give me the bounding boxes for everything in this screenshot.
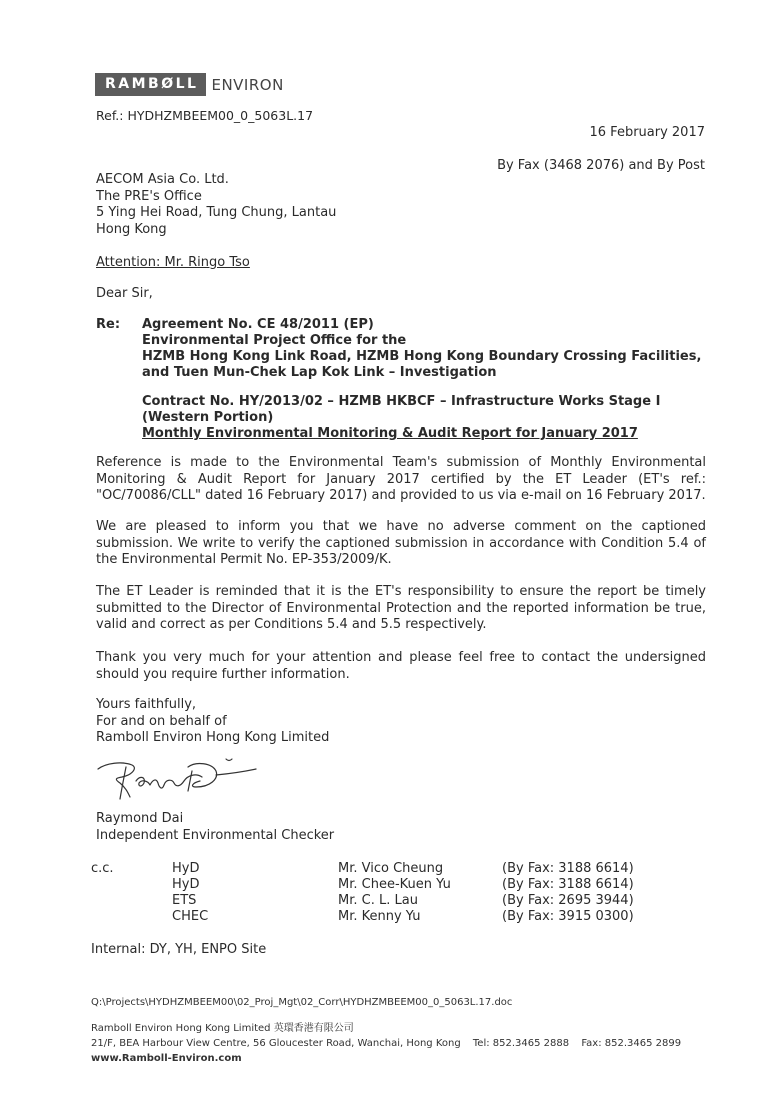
footer-company-line bbox=[91, 1021, 681, 1036]
signatory-name: Raymond Dai bbox=[96, 811, 184, 826]
footer-tel: Tel: 852.3465 2888 bbox=[472, 1038, 570, 1049]
subject-block bbox=[142, 317, 712, 442]
footer-contact-line bbox=[91, 1036, 681, 1051]
attention-line: Attention: Mr. Ringo Tso bbox=[96, 255, 250, 270]
cc-name: Mr. Chee-Kuen Yu bbox=[338, 877, 451, 892]
logo-suffix: ENVIRON bbox=[211, 75, 284, 94]
body-paragraph-1: Reference is made to the Environmental Team's submission of Monthly Environmental Monitoring & Audit Report for January 2017 certified by the ET Leader (ET's ref.: "OC/70086/CLL" dated 16 February 2017) and provided to us via e-mail on 16 February 2017. bbox=[96, 455, 706, 503]
file-path: Q:\Projects\HYDHZMBEEM00\02_Proj_Mgt\02_Corr\HYDHZMBEEM00_0_5063L.17.doc bbox=[91, 997, 513, 1008]
cc-fax: (By Fax: 3188 6614) bbox=[502, 877, 634, 892]
project-name-line-2: and Tuen Mun-Chek Lap Kok Link – Investigation bbox=[142, 365, 497, 380]
report-title: Monthly Environmental Monitoring & Audit Report for January 2017 bbox=[142, 426, 638, 441]
contract-number: Contract No. HY/2013/02 – HZMB HKBCF – Infrastructure Works Stage I bbox=[142, 394, 661, 409]
footer-address: 21/F, BEA Harbour View Centre, 56 Gloucester Road, Wanchai, Hong Kong bbox=[91, 1038, 461, 1049]
project-name-text: HZMB Hong Kong Link Road, HZMB Hong Kong Boundary Crossing Facilities, bbox=[142, 349, 702, 364]
contract-portion: (Western Portion) bbox=[142, 410, 274, 425]
closing-line: Ramboll Environ Hong Kong Limited bbox=[96, 730, 330, 745]
reference-number: Ref.: HYDHZMBEEM00_0_5063L.17 bbox=[96, 108, 314, 123]
letter-footer bbox=[91, 1021, 681, 1066]
footer-company: Ramboll Environ Hong Kong Limited bbox=[91, 1023, 271, 1034]
body-paragraph-4: Thank you very much for your attention and please feel free to contact the undersigned should you require further information. bbox=[96, 650, 706, 682]
closing-line: Yours faithfully, bbox=[96, 697, 197, 712]
recipient-address bbox=[96, 172, 336, 238]
closing-line: For and on behalf of bbox=[96, 713, 227, 729]
cc-row bbox=[172, 861, 637, 877]
cc-name: Mr. Kenny Yu bbox=[338, 909, 421, 924]
cc-row bbox=[172, 893, 637, 909]
salutation: Dear Sir, bbox=[96, 286, 153, 301]
cc-row bbox=[172, 909, 637, 925]
cc-label: c.c. bbox=[91, 861, 114, 876]
signatory-block bbox=[96, 811, 334, 844]
footer-company-chinese: 英環香港有限公司 bbox=[273, 1023, 354, 1034]
delivery-method: By Fax (3468 2076) and By Post bbox=[497, 158, 705, 173]
signatory-title: Independent Environmental Checker bbox=[96, 827, 335, 843]
closing-block bbox=[96, 697, 329, 747]
cc-organization: CHEC bbox=[172, 909, 209, 924]
address-line: 5 Ying Hei Road, Tung Chung, Lantau bbox=[96, 205, 337, 220]
project-name-line-1 bbox=[142, 349, 712, 365]
footer-fax: Fax: 852.3465 2899 bbox=[581, 1038, 682, 1049]
cc-organization: HyD bbox=[172, 861, 200, 876]
internal-distribution: Internal: DY, YH, ENPO Site bbox=[91, 942, 267, 957]
project-office: Environmental Project Office for the bbox=[142, 333, 407, 348]
footer-website: www.Ramboll-Environ.com bbox=[91, 1053, 242, 1064]
logo-brand: RAMBØLL bbox=[95, 73, 206, 96]
re-label: Re: bbox=[96, 317, 121, 332]
body-paragraph-3: The ET Leader is reminded that it is the ET's responsibility to ensure the report be timely submitted to the Director of Environmental Protection and the reported information be true, valid and correct as per Conditions 5.4 and 5.5 respectively. bbox=[96, 584, 706, 632]
cc-fax: (By Fax: 3915 0300) bbox=[502, 909, 634, 924]
cc-row bbox=[172, 877, 637, 893]
body-paragraph-2: We are pleased to inform you that we have no adverse comment on the captioned submission. We write to verify the captioned submission in accordance with Condition 5.4 of the Environmental Permit No. EP-353/2009/K. bbox=[96, 519, 706, 567]
cc-name: Mr. Vico Cheung bbox=[338, 861, 444, 876]
cc-organization: ETS bbox=[172, 893, 197, 908]
cc-fax: (By Fax: 3188 6614) bbox=[502, 861, 634, 876]
cc-list bbox=[172, 861, 637, 925]
cc-organization: HyD bbox=[172, 877, 200, 892]
company-logo bbox=[95, 73, 284, 96]
address-line: AECOM Asia Co. Ltd. bbox=[96, 172, 229, 187]
agreement-number: Agreement No. CE 48/2011 (EP) bbox=[142, 317, 374, 332]
letter-date: 16 February 2017 bbox=[589, 125, 705, 140]
cc-fax: (By Fax: 2695 3944) bbox=[502, 893, 634, 908]
handwritten-signature bbox=[92, 757, 262, 805]
cc-name: Mr. C. L. Lau bbox=[338, 893, 418, 908]
address-line: Hong Kong bbox=[96, 221, 167, 237]
address-line: The PRE's Office bbox=[96, 188, 202, 204]
